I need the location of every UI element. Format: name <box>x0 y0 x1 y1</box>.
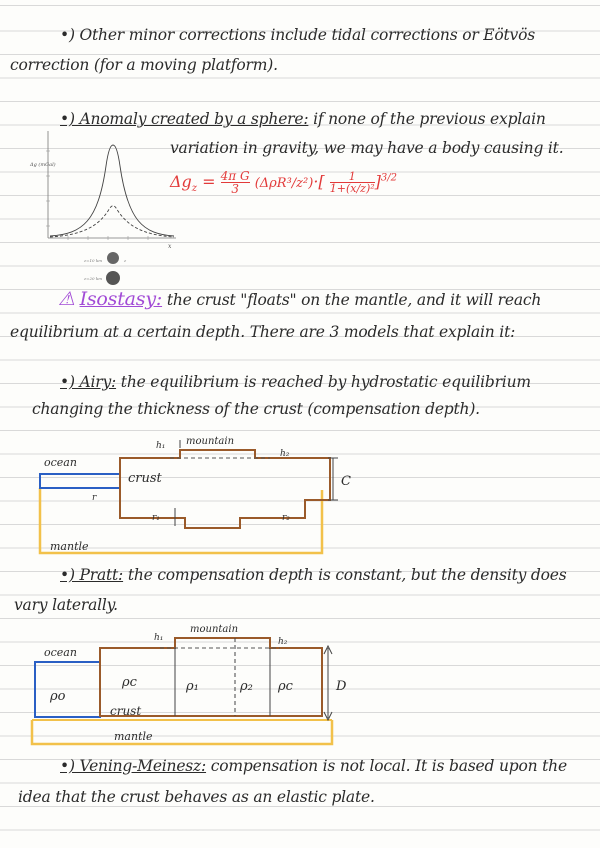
pratt-mantle-label: mantle <box>114 730 153 743</box>
airy-text-1: the equilibrium is reached by hydrostatic equilibrium <box>120 373 531 391</box>
pratt-ocean-box <box>35 662 100 717</box>
sphere-text-2: variation in gravity, we may have a body causing it. <box>170 139 564 157</box>
buried-sphere-2 <box>106 271 120 285</box>
sphere-anomaly-plot <box>28 126 178 286</box>
formula-eq: = <box>202 172 216 191</box>
pratt-label: •) Pratt: <box>60 566 124 584</box>
sphere-formula: $\Delta g_z$ = $\frac{\text{4π G}}{3}$ (ΔρR³/z²)·[ $\frac{1}{\text{1+(x/z)²}}$ ]$^{3/2}$ <box>170 169 397 196</box>
airy-rf-label: r <box>92 493 97 503</box>
formula-lhs-sub: z <box>191 183 198 195</box>
pratt-crust-label: crust <box>110 704 142 718</box>
airy-heading <box>60 373 531 391</box>
buried-sphere-1 <box>107 252 119 264</box>
curve-shallow <box>50 145 174 236</box>
plot-body-label: z <box>124 258 127 263</box>
formula-paren: (ΔρR³/z²) <box>254 176 314 191</box>
airy-mantle-label: mantle <box>50 540 89 553</box>
vening-label: •) Vening-Meinesz: <box>60 757 207 775</box>
plot-legend-1: z=10 km <box>84 258 103 263</box>
pratt-mountain-label: mountain <box>190 624 239 635</box>
plot-xlabel: x <box>168 243 172 250</box>
sphere-text-1: if none of the previous explain <box>313 110 546 128</box>
pratt-rho-2-label: ρ₂ <box>240 679 253 694</box>
pratt-text-2: vary laterally. <box>14 596 118 614</box>
warning-icon: ⚠ <box>58 288 75 310</box>
isostasy-label: Isostasy: <box>79 288 163 310</box>
airy-diagram <box>30 430 360 560</box>
airy-c-label: C <box>341 474 351 489</box>
formula-frac-num: 4π G <box>220 169 250 183</box>
pratt-rho-1-label: ρ₁ <box>186 679 199 694</box>
airy-ocean-box <box>40 474 120 488</box>
vening-text-2: idea that the crust behaves as an elastic plate. <box>18 788 375 806</box>
airy-text-2: changing the thickness of the crust (compensation depth). <box>32 400 480 418</box>
formula-lhs: Δg <box>170 172 192 191</box>
airy-mountain-label: mountain <box>186 436 235 447</box>
note-line-2: correction (for a moving platform). <box>10 56 278 74</box>
airy-crust-label: crust <box>128 471 162 486</box>
formula-exp: 3/2 <box>380 172 397 184</box>
airy-r2-label: r₂ <box>282 513 290 523</box>
plot-ylabel: Δg (mGal) <box>30 162 56 168</box>
formula-frac-den: 3 <box>231 182 239 196</box>
plot-legend-2: z=20 km <box>84 276 103 281</box>
isostasy-text-1: the crust "floats" on the mantle, and it will reach <box>166 291 542 309</box>
pratt-rho-c2-label: ρc <box>278 679 293 694</box>
sphere-label: •) Anomaly created by a sphere: <box>60 110 309 128</box>
pratt-d-label: D <box>336 679 347 694</box>
vening-text-1: compensation is not local. It is based upon the <box>210 757 567 775</box>
isostasy-text-2: equilibrium at a certain depth. There are 3 models that explain it: <box>10 323 516 341</box>
pratt-mantle-outline <box>32 720 332 744</box>
pratt-h2-label: h₂ <box>278 637 288 647</box>
pratt-text-1: the compensation depth is constant, but the density does <box>127 566 567 584</box>
airy-h2-label: h₂ <box>280 449 290 459</box>
formula-bracket-num: 1 <box>330 171 375 183</box>
airy-h1-label: h₁ <box>156 441 166 451</box>
airy-r1-label: r₁ <box>152 513 160 523</box>
airy-ocean-label: ocean <box>44 456 77 469</box>
vening-heading <box>60 757 567 775</box>
pratt-rho-o-label: ρo <box>50 689 66 704</box>
formula-bracket-den: 1+(x/z)² <box>329 182 375 195</box>
note-line-1: •) Other minor corrections include tidal corrections or Eötvös <box>60 26 535 44</box>
pratt-rho-c-label: ρc <box>122 675 137 690</box>
isostasy-heading <box>58 288 541 310</box>
airy-label: •) Airy: <box>60 373 117 391</box>
pratt-h1-label: h₁ <box>154 633 164 643</box>
pratt-heading <box>60 566 566 584</box>
pratt-ocean-label: ocean <box>44 646 77 659</box>
pratt-diagram <box>30 620 360 755</box>
